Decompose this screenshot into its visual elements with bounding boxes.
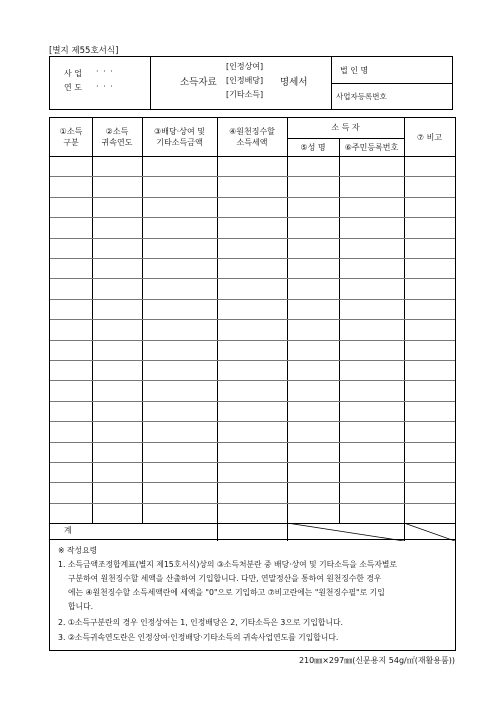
table-row-line — [50, 278, 455, 279]
table-row-line — [50, 462, 455, 463]
title-option-other: [기타소득] — [226, 90, 264, 99]
year-start-dots[interactable]: · · · — [96, 67, 114, 76]
paper-spec-footer: 210㎜×297㎜(신문용지 54g/㎡(재활용품)) — [298, 656, 455, 665]
title-option-bonus: [인정상여] — [226, 62, 264, 71]
year-end-dots[interactable]: · · · — [96, 82, 114, 91]
table-row-line — [50, 442, 455, 443]
title-suffix: 명세서 — [280, 77, 308, 88]
corp-name-label: 법 인 명 — [340, 66, 369, 75]
header-box — [49, 56, 453, 110]
instruction-3: 3. ②소득귀속연도란은 인정상여·인정배당·기타소득의 귀속사업연도를 기입합니다. — [58, 633, 339, 642]
total-label: 계 — [64, 526, 72, 535]
table-row-line — [50, 401, 455, 402]
col-withholding-tax: ④원천징수할 소득세액 — [229, 127, 275, 147]
business-year-label: 사 업 연 도 — [64, 69, 82, 92]
col-income-amount: ③배당·상여 및 기타소득금액 — [154, 127, 205, 147]
table-row-line — [50, 197, 455, 198]
table-row-line — [50, 319, 455, 320]
col-income-year: ②소득 귀속연도 — [101, 127, 133, 147]
table-row-line — [50, 299, 455, 300]
table-row-line — [50, 482, 455, 483]
instructions-box — [49, 540, 456, 651]
total-remarks-diagonal — [404, 523, 455, 541]
table-row-line — [50, 340, 455, 341]
table-row-line — [50, 380, 455, 381]
title-option-dividend: [인정배당] — [226, 76, 264, 85]
table-row-line — [50, 238, 455, 239]
form-number: [별지 제55호서식] — [49, 46, 119, 56]
table-row-line — [50, 176, 455, 177]
col-resident-number: ⑥주민등록번호 — [344, 143, 399, 152]
table-row-line — [50, 503, 455, 504]
instruction-1-line-1: 1. 소득금액조정합계표(별지 제15호서식)상의 ③소득처분란 중 배당·상여 및 기타소득을 소득자별로 — [58, 560, 397, 569]
instructions-heading: ※ 작성요령 — [58, 546, 98, 555]
instruction-2: 2. ①소득구분란의 경우 인정상여는 1, 인정배당은 2, 기타소득은 3으로 기입합니다. — [58, 618, 344, 627]
col-recipient: 소 득 자 — [331, 123, 360, 132]
table-row-line — [50, 258, 455, 259]
col-recipient-name: ⑤성 명 — [300, 143, 326, 152]
instruction-1-line-2: 구분하여 원천징수할 세액을 산출하여 기입합니다. 다만, 연말정산을 통하여 원천징수한 경우 — [68, 574, 382, 583]
total-diagonal-strike — [287, 523, 404, 541]
table-row-line — [50, 217, 455, 218]
table-row-line — [50, 360, 455, 361]
biz-no-label: 사업자등록번호 — [336, 92, 387, 101]
title-prefix: 소득자료 — [180, 77, 217, 88]
income-table — [49, 117, 456, 540]
instruction-1-line-4: 합니다. — [68, 602, 94, 611]
col-remarks: ⑦ 비고 — [416, 133, 443, 142]
instruction-1-line-3: 에는 ④원천징수할 소득세액란에 세액을 "0"으로 기입하고 ⑦비고란에는 "원천징수필"로 기입 — [68, 588, 385, 597]
table-row-line — [50, 421, 455, 422]
col-income-type: ①소득 구분 — [59, 127, 83, 147]
